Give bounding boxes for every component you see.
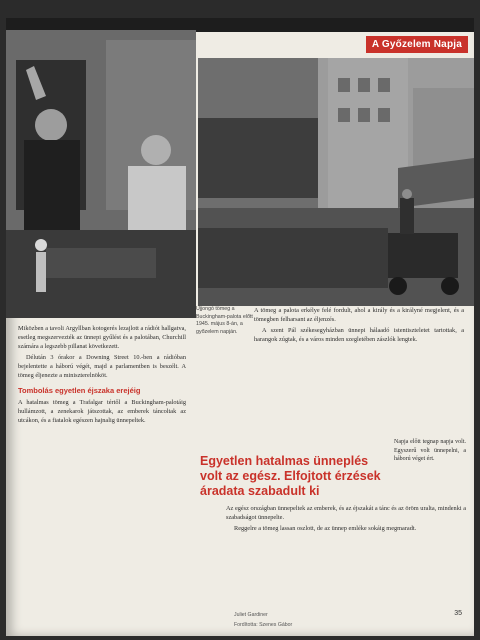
paragraph: A szent Pál székesegyházban ünnepi hálaadó istentiszteletet tartottak, a harangok zúgtak, és a város minden szegletében zászlók lengtek.: [254, 327, 464, 343]
paragraph: Az egész országban ünnepeltek az emberek, és az éjszakát a tánc és az öröm uralta, mindenki a szabadságot ünnepelte.: [226, 505, 466, 521]
translator-line: Fordította: Szenes Gábor: [234, 622, 293, 628]
photo-caption: Ujjongó tömeg a Buckingham-palota előtt 1945. május 8-án, a győzelem napján.: [196, 306, 253, 335]
royal-family-image: [6, 30, 196, 318]
street-celebration-photo: [198, 58, 474, 306]
royal-family-photo: [6, 30, 196, 318]
paragraph: Reggelre a tömeg lassan oszlott, de az ünnep emléke sokáig megmaradt.: [234, 525, 417, 532]
section-label: A Győzelem Napja: [366, 36, 468, 53]
narrow-column: [394, 438, 466, 466]
paragraph: Délután 3 órakor a Downing Street 10.-ben a rádióban bejelentette a háború végét, majd a parlamentben is beszélt. A tömeg éljenezte a miniszterelnököt.: [18, 354, 186, 379]
paragraph: Napja előtt tegnap napja volt. Egyszerű volt ünnepelni, a háború véget ért.: [394, 439, 466, 463]
left-column: [18, 324, 186, 427]
mid-top-column: [254, 306, 464, 346]
paragraph: A tömeg a palota erkélye felé fordult, ahol a király és a királyné megjelent, és a tömegben felharsant az éljenzés.: [254, 307, 464, 323]
mid-bottom-column: [226, 504, 466, 535]
article-credits: [234, 610, 434, 630]
page-number: 35: [454, 610, 462, 617]
paragraph: A hatalmas tömeg a Trafalgar tértől a Buckingham-palotáig hullámzott, a zenekarok játszottak, az emberek táncoltak az utcákon, és a fiatalok egészen hajnalig ünnepeltek.: [18, 399, 186, 424]
section-subhead: Tombolás egyetlen éjszaka erejéig: [18, 386, 141, 395]
street-crowd-image: [198, 58, 474, 306]
pull-quote: Egyetlen hatalmas ünneplés volt az egész. Elfojtott érzések áradata szabadult ki: [200, 454, 381, 498]
paragraph: Miközben a tavoli Argyllban kotogerés lezajlott a rádiót hallgatva, esetleg megszervezték az ünnepi gyűlést és a palotában, Churchill számára a legszebb pillanat következett.: [18, 325, 186, 350]
magazine-page: [6, 18, 474, 636]
author-line: Juliet Gardiner: [234, 612, 268, 618]
